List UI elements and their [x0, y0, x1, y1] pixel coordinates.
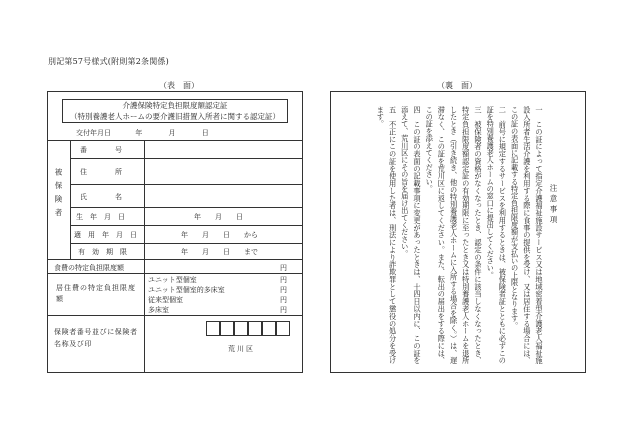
insurer-name: 荒川区: [228, 345, 255, 353]
note-item: 五 不正にこの証を使用した者は、刑法により詐欺罪として懲役の処分を受けます。: [376, 106, 398, 364]
issue-date-row: [76, 128, 209, 138]
rule: [48, 273, 302, 274]
number-label: 番 号: [80, 146, 122, 154]
residence-cost-label: 居住費の特定負担限度額: [56, 284, 136, 303]
form-number: 別記第57号様式(附則第2条関係): [48, 57, 169, 66]
rule: [70, 184, 302, 185]
room-type-unit-quasi-yen: 円: [280, 286, 287, 294]
name-label: 氏 名: [80, 193, 122, 201]
insurer-number-box: [220, 321, 234, 336]
applicable-label: 適 用 年 月 日: [74, 231, 137, 239]
rule: [48, 315, 302, 316]
certificate-subtitle: （特別養護老人ホームの要介護旧措置入所者に関する認定証）: [70, 112, 280, 121]
room-type-unit-quasi: ユニット型個室的多床室: [148, 286, 225, 294]
valid-date: 年 月 日 まで: [181, 248, 258, 256]
insured-label: 被保険者: [54, 168, 63, 222]
room-type-unit-private: ユニット型個室: [148, 276, 197, 284]
room-type-multi: 多床室: [148, 306, 169, 314]
note-item: 二 前号に規定するサービスを利用するときは、被保険者証とともに必ずこの証を特別養護老人ホームの窓口に提出してください。: [486, 106, 508, 364]
issue-date-year: 年: [135, 129, 143, 137]
birth-date: 年 月 日: [194, 213, 243, 221]
insurer-number-box: [234, 321, 248, 336]
certificate-title: 介護保険特定負担限度額認定証: [122, 101, 228, 110]
issue-date-label: 交付年月日: [76, 129, 111, 137]
room-type-conventional-private: 従来型個室: [148, 296, 183, 304]
insurer-number-box: [206, 321, 220, 336]
note-item: 四 この証の表面の記載事項に変更があったときは、十四日以内に、この証を添えて、荒川区にその旨を届け出てください。: [400, 106, 422, 364]
valid-label: 有 効 期 限: [78, 248, 127, 256]
note-item: 三 被保険者の資格がなくなったとき、認定の条件に該当しなくなったとき、特定負担限度額認定証の有効期限に至ったとき又は特別養護老人ホームを退所したとき（引き続き、他の特別養護老人ホームに入所する場合を除く。）は、遅滞なく、この証を荒川区に返してください。また、転出の届出をする際には、この証を添えてください。: [425, 106, 483, 364]
rule: [48, 259, 302, 260]
rule: [70, 140, 71, 259]
address-label: 住 所: [80, 168, 122, 176]
rule: [144, 140, 145, 315]
front-side-label: （表 面）: [159, 81, 199, 90]
room-type-conventional-private-yen: 円: [280, 296, 287, 304]
rule: [70, 207, 302, 208]
insurer-number-box: [262, 321, 276, 336]
notes-title: 注意事項: [549, 184, 558, 226]
certificate-back: [330, 91, 586, 373]
notes-list: [374, 106, 545, 364]
rule: [70, 158, 302, 159]
issue-date-day: 日: [201, 129, 209, 137]
note-item: 一 この証によって指定介護福祉施設サービス又は地域密着型介護老人福祉施設入所者生活介護を利用する際に食事の提供を受け、又は居住する場合には、この証の表面に記載する特定負担限度額が支払いの上限となります。: [510, 106, 544, 364]
certificate-front: [47, 91, 303, 373]
rule: [70, 225, 302, 226]
room-type-unit-private-yen: 円: [280, 276, 287, 284]
issue-date-month: 月: [168, 129, 176, 137]
rule: [48, 140, 302, 141]
room-type-multi-yen: 円: [280, 306, 287, 314]
food-cost-unit: 円: [280, 264, 287, 272]
food-cost-label: 食費の特定負担限度額: [54, 264, 124, 272]
insurer-number-box: [276, 321, 290, 336]
birth-label: 生 年 月 日: [76, 213, 125, 221]
insurer-number-box: [248, 321, 262, 336]
rule: [144, 315, 145, 372]
rule: [70, 243, 302, 244]
certificate-title-box: [62, 99, 288, 123]
insurer-label: 保険者番号並びに保険者名称及び印: [54, 328, 138, 348]
applicable-date: 年 月 日 から: [181, 231, 258, 239]
back-side-label: （裏 面）: [437, 81, 477, 90]
